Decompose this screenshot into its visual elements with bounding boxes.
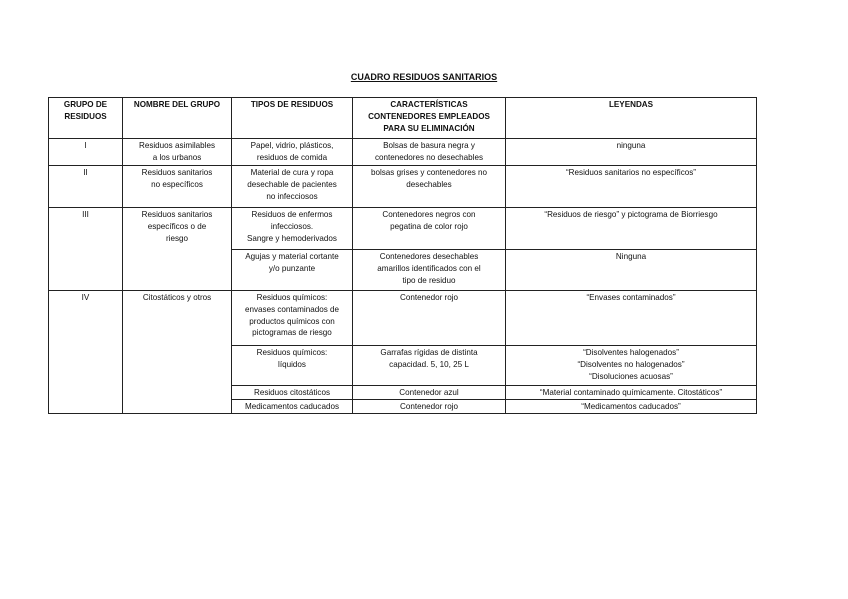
waste-types: Medicamentos caducados: [232, 400, 353, 414]
header-waste-types: TIPOS DE RESIDUOS: [232, 98, 353, 139]
group-number: III: [49, 208, 123, 291]
legends: “Envases contaminados”: [506, 291, 757, 346]
containers: Garrafas rígidas de distinta capacidad. 5, 10, 25 L: [353, 346, 506, 386]
waste-types: Agujas y material cortante y/o punzante: [232, 250, 353, 291]
waste-types: Papel, vidrio, plásticos, residuos de comida: [232, 139, 353, 166]
legends: “Disolventes halogenados” “Disolventes no halogenados” “Disoluciones acuosas”: [506, 346, 757, 386]
header-legends: LEYENDAS: [506, 98, 757, 139]
containers: Contenedor rojo: [353, 291, 506, 346]
group-name: Residuos asimilables a los urbanos: [123, 139, 232, 166]
containers: Contenedor azul: [353, 386, 506, 400]
containers: bolsas grises y contenedores no desechables: [353, 166, 506, 208]
group-name: Residuos sanitarios específicos o de riesgo: [123, 208, 232, 291]
waste-table: [48, 97, 757, 414]
group-name: Citostáticos y otros: [123, 291, 232, 414]
legends: Ninguna: [506, 250, 757, 291]
waste-types: Residuos citostáticos: [232, 386, 353, 400]
header-containers: CARACTERÍSTICAS CONTENEDORES EMPLEADOS PARA SU ELIMINACIÓN: [353, 98, 506, 139]
legends: “Material contaminado químicamente. Citostáticos”: [506, 386, 757, 400]
containers: Contenedor rojo: [353, 400, 506, 414]
waste-types: Material de cura y ropa desechable de pacientes no infecciosos: [232, 166, 353, 208]
header-group-name: NOMBRE DEL GRUPO: [123, 98, 232, 139]
containers: Contenedores negros con pegatina de color rojo: [353, 208, 506, 250]
document-title: CUADRO RESIDUOS SANITARIOS: [350, 72, 498, 82]
legends: ninguna: [506, 139, 757, 166]
waste-types: Residuos químicos: envases contaminados de productos químicos con pictogramas de riesgo: [232, 291, 353, 346]
legends: “Residuos de riesgo” y pictograma de Biorriesgo: [506, 208, 757, 250]
waste-types: Residuos de enfermos infecciosos. Sangre y hemoderivados: [232, 208, 353, 250]
group-name: Residuos sanitarios no específicos: [123, 166, 232, 208]
legends: “Medicamentos caducados”: [506, 400, 757, 414]
table-row-group-i: [49, 139, 757, 166]
header-row: [49, 98, 757, 139]
legends: “Residuos sanitarios no específicos”: [506, 166, 757, 208]
group-number: II: [49, 166, 123, 208]
table-row-group-ii: [49, 166, 757, 208]
containers: Bolsas de basura negra y contenedores no desechables: [353, 139, 506, 166]
header-group: GRUPO DE RESIDUOS: [49, 98, 123, 139]
waste-types: Residuos químicos: líquidos: [232, 346, 353, 386]
group-number: IV: [49, 291, 123, 414]
table-row-group-iii-a: [49, 208, 757, 250]
group-number: I: [49, 139, 123, 166]
table-row-group-iv-a: [49, 291, 757, 346]
containers: Contenedores desechables amarillos identificados con el tipo de residuo: [353, 250, 506, 291]
